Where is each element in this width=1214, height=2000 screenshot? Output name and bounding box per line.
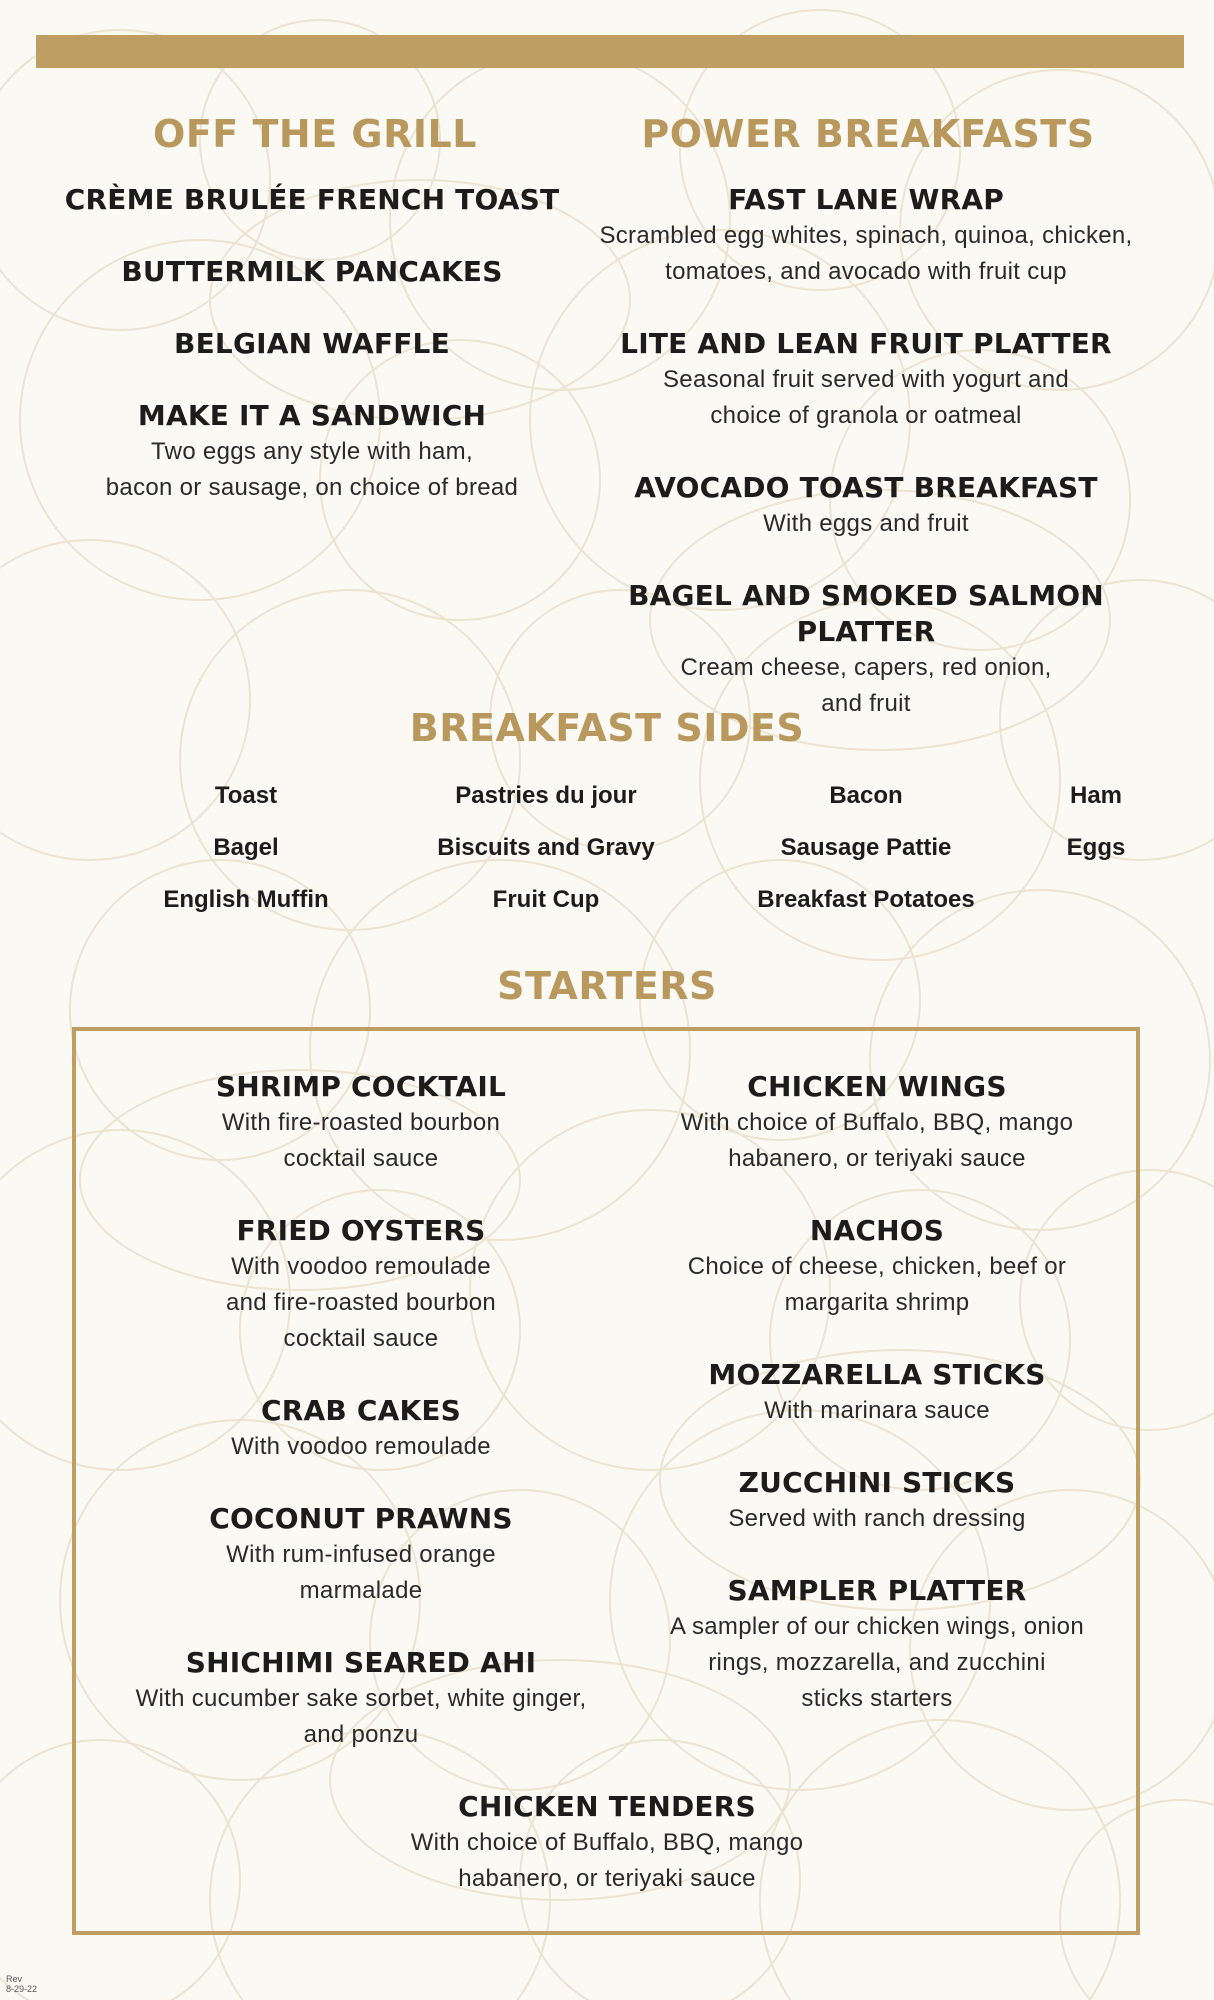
menu-item <box>300 1789 914 1897</box>
item-name: BAGEL AND SMOKED SALMON PLATTER <box>628 579 1104 648</box>
item-description: With cucumber sake sorbet, white ginger, and ponzu <box>135 1685 587 1748</box>
item-description: With choice of Buffalo, BBQ, mango habanero, or teriyaki sauce <box>680 1109 1074 1172</box>
menu-item <box>632 1573 1122 1717</box>
menu-item <box>62 254 562 290</box>
item-name: ZUCCHINI STICKS <box>738 1466 1016 1499</box>
menu-item <box>62 182 562 218</box>
side-item: Toast <box>214 782 278 809</box>
menu-item <box>556 470 1176 542</box>
menu-item <box>632 1213 1122 1321</box>
off-the-grill-list <box>62 182 562 506</box>
side-item: Biscuits and Gravy <box>437 834 655 861</box>
item-description: With eggs and fruit <box>763 510 969 537</box>
item-name: NACHOS <box>809 1214 945 1247</box>
item-description: Choice of cheese, chicken, beef or margarita shrimp <box>687 1253 1067 1316</box>
menu-item <box>96 1069 626 1177</box>
item-description: With choice of Buffalo, BBQ, mango habanero, or teriyaki sauce <box>410 1829 804 1892</box>
item-name: CRÈME BRULÉE FRENCH TOAST <box>64 183 560 216</box>
item-description: Served with ranch dressing <box>728 1505 1026 1532</box>
side-item: Bacon <box>829 782 903 809</box>
item-name: COCONUT PRAWNS <box>209 1502 513 1535</box>
item-name: MOZZARELLA STICKS <box>708 1358 1046 1391</box>
item-name: SAMPLER PLATTER <box>727 1574 1027 1607</box>
menu-item <box>556 182 1176 290</box>
side-item: Pastries du jour <box>455 782 637 809</box>
item-name: SHRIMP COCKTAIL <box>215 1070 507 1103</box>
power-breakfasts-title: POWER BREAKFASTS <box>641 112 1095 156</box>
item-name: LITE AND LEAN FRUIT PLATTER <box>620 327 1112 360</box>
item-description: With fire-roasted bourbon cocktail sauce <box>221 1109 501 1172</box>
revision-note <box>6 1974 37 1994</box>
sides-column <box>1016 770 1176 874</box>
menu-item <box>62 398 562 506</box>
sides-column <box>106 770 386 926</box>
item-name: BELGIAN WAFFLE <box>174 327 450 360</box>
item-description: A sampler of our chicken wings, onion rings, mozzarella, and zucchini sticks starters <box>670 1613 1084 1712</box>
side-item: Ham <box>1069 782 1123 809</box>
item-name: CRAB CAKES <box>260 1394 462 1427</box>
item-description: Scrambled egg whites, spinach, quinoa, chicken, tomatoes, and avocado with fruit cup <box>599 222 1133 285</box>
menu-item <box>556 578 1176 722</box>
item-name: SHICHIMI SEARED AHI <box>185 1646 537 1679</box>
menu-item <box>556 326 1176 434</box>
item-name: FAST LANE WRAP <box>728 183 1004 216</box>
breakfast-sides-grid <box>36 770 1184 930</box>
item-name: FRIED OYSTERS <box>236 1214 486 1247</box>
starters-center-item <box>300 1789 914 1897</box>
starters-left-list <box>96 1069 626 1753</box>
item-description: With marinara sauce <box>764 1397 990 1424</box>
side-item: English Muffin <box>163 886 329 913</box>
item-name: AVOCADO TOAST BREAKFAST <box>634 471 1098 504</box>
breakfast-sides-title: BREAKFAST SIDES <box>409 706 805 750</box>
item-description: With rum-infused orange marmalade <box>226 1541 496 1604</box>
item-name: CHICKEN WINGS <box>747 1070 1007 1103</box>
side-item: Breakfast Potatoes <box>757 886 975 913</box>
menu-item <box>96 1393 626 1465</box>
menu-item <box>632 1069 1122 1177</box>
menu-item <box>96 1213 626 1357</box>
menu-item <box>632 1465 1122 1537</box>
item-description: Two eggs any style with ham, bacon or sausage, on choice of bread <box>105 438 519 501</box>
menu-item <box>96 1501 626 1609</box>
power-breakfasts-list <box>556 182 1176 722</box>
side-item: Fruit Cup <box>492 886 600 913</box>
starters-title: STARTERS <box>497 964 717 1008</box>
item-description: With voodoo remoulade <box>231 1433 491 1460</box>
side-item: Sausage Pattie <box>780 834 952 861</box>
menu-item <box>62 326 562 362</box>
item-description: Cream cheese, capers, red onion, and fruit <box>680 654 1052 717</box>
item-description: With voodoo remoulade and fire-roasted bourbon cocktail sauce <box>225 1253 497 1352</box>
item-description: Seasonal fruit served with yogurt and choice of granola or oatmeal <box>663 366 1069 429</box>
item-name: BUTTERMILK PANCAKES <box>121 255 503 288</box>
off-the-grill-title: OFF THE GRILL <box>153 112 477 156</box>
side-item: Bagel <box>213 834 279 861</box>
item-name: MAKE IT A SANDWICH <box>137 399 487 432</box>
revision-label: Rev <box>6 1974 23 1984</box>
revision-date: 8-29-22 <box>6 1984 38 1994</box>
starters-right-list <box>632 1069 1122 1717</box>
side-item: Eggs <box>1066 834 1126 861</box>
menu-item <box>632 1357 1122 1429</box>
menu-item <box>96 1645 626 1753</box>
item-name: CHICKEN TENDERS <box>458 1790 756 1823</box>
sides-column <box>716 770 1016 926</box>
sides-column <box>396 770 696 926</box>
